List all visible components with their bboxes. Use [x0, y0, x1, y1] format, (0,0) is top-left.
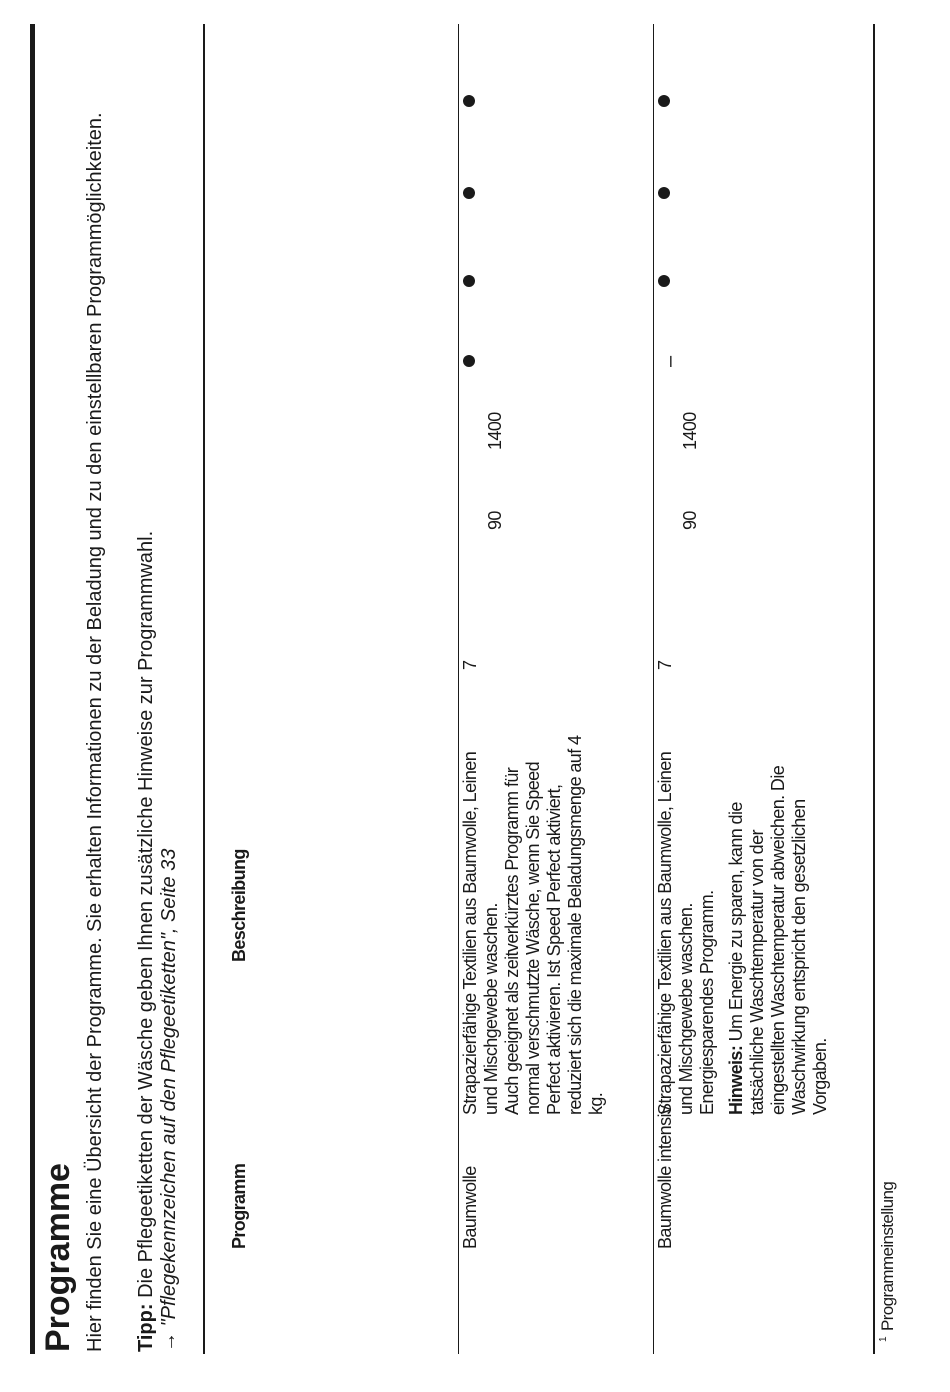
row-1-spin: 1400: [485, 412, 505, 450]
row-2-spin: 1400: [680, 412, 700, 450]
row-1-option-4-dot: [463, 95, 475, 107]
tip-paragraph: [135, 52, 181, 1352]
row-2-option-2-dot: [658, 275, 670, 287]
row-2-description-line-1: Strapazierfähige Textilien aus Baumwolle, Leinen und Mischgewebe waschen.: [655, 751, 696, 1115]
tip-text: Die Pflegeetiketten der Wäsche geben Ihnen zusätzliche Hinweise zur Programmwahl.: [135, 530, 157, 1304]
footnote-text: Programmeinstellung: [878, 1181, 897, 1332]
row-2-program: Baumwolle intensiv: [655, 1105, 675, 1249]
row-2-option-4-dot: [658, 95, 670, 107]
row-1-option-3-dot: [463, 187, 475, 199]
row-1-option-1-dot: [463, 355, 475, 367]
page-title: Programme: [39, 1163, 77, 1352]
row-1-temp: 90: [485, 511, 505, 530]
row-1-program: Baumwolle: [460, 1166, 480, 1249]
row-2-option-3-dot: [658, 187, 670, 199]
row-1-description-line-2: Auch geeignet als zeitverkürztes Programm für normal verschmutzte Wäsche, wenn Sie Speed Perfect aktivieren. Ist Speed Perfect aktiviert, reduziert sich die maximale Beladungsmenge auf 4 kg.: [502, 735, 606, 1115]
tip-arrow: →: [158, 1326, 180, 1352]
row-2-description: [655, 735, 831, 1115]
intro-paragraph: Hier finden Sie eine Übersicht der Programme. Sie erhalten Informationen zu der Beladung und zu den einstellbaren Programmöglichkeiten.: [84, 112, 106, 1352]
row-2-rule: [653, 24, 654, 1354]
row-2-load: 7: [655, 660, 675, 670]
footnote-mark: 1: [878, 1337, 890, 1342]
row-1-rule: [458, 24, 459, 1354]
title-rule: [30, 24, 35, 1354]
tip-label: Tipp:: [135, 1303, 157, 1352]
tip-link[interactable]: "Pflegekennzeichen auf den Pflegeetiketten", Seite 33: [158, 848, 180, 1327]
row-1-description-line-1: Strapazierfähige Textilien aus Baumwolle, Leinen und Mischgewebe waschen.: [460, 751, 501, 1115]
row-1-load: 7: [460, 660, 480, 670]
header-program: Programm: [229, 1163, 249, 1249]
row-1-description: [460, 735, 607, 1115]
row-2-temp: 90: [680, 511, 700, 530]
row-2-note-text: Um Energie zu sparen, kann die tatsächliche Waschtemperatur von der eingestellten Waschtemperatur abweichen. Die Waschwirkung entspricht den gesetzlichen Vorgaben.: [726, 765, 830, 1115]
row-2-note-label: Hinweis:: [726, 1045, 746, 1115]
row-2-option-1-dash: –: [659, 356, 681, 367]
table-top-rule: [203, 24, 205, 1354]
row-2-description-line-2: Energiesparendes Programm.: [697, 890, 717, 1115]
footnote: [878, 1182, 898, 1342]
row-2-note: [726, 735, 831, 1115]
header-description: Beschreibung: [229, 849, 249, 962]
row-1-option-2-dot: [463, 275, 475, 287]
table-bottom-rule: [873, 24, 875, 1354]
